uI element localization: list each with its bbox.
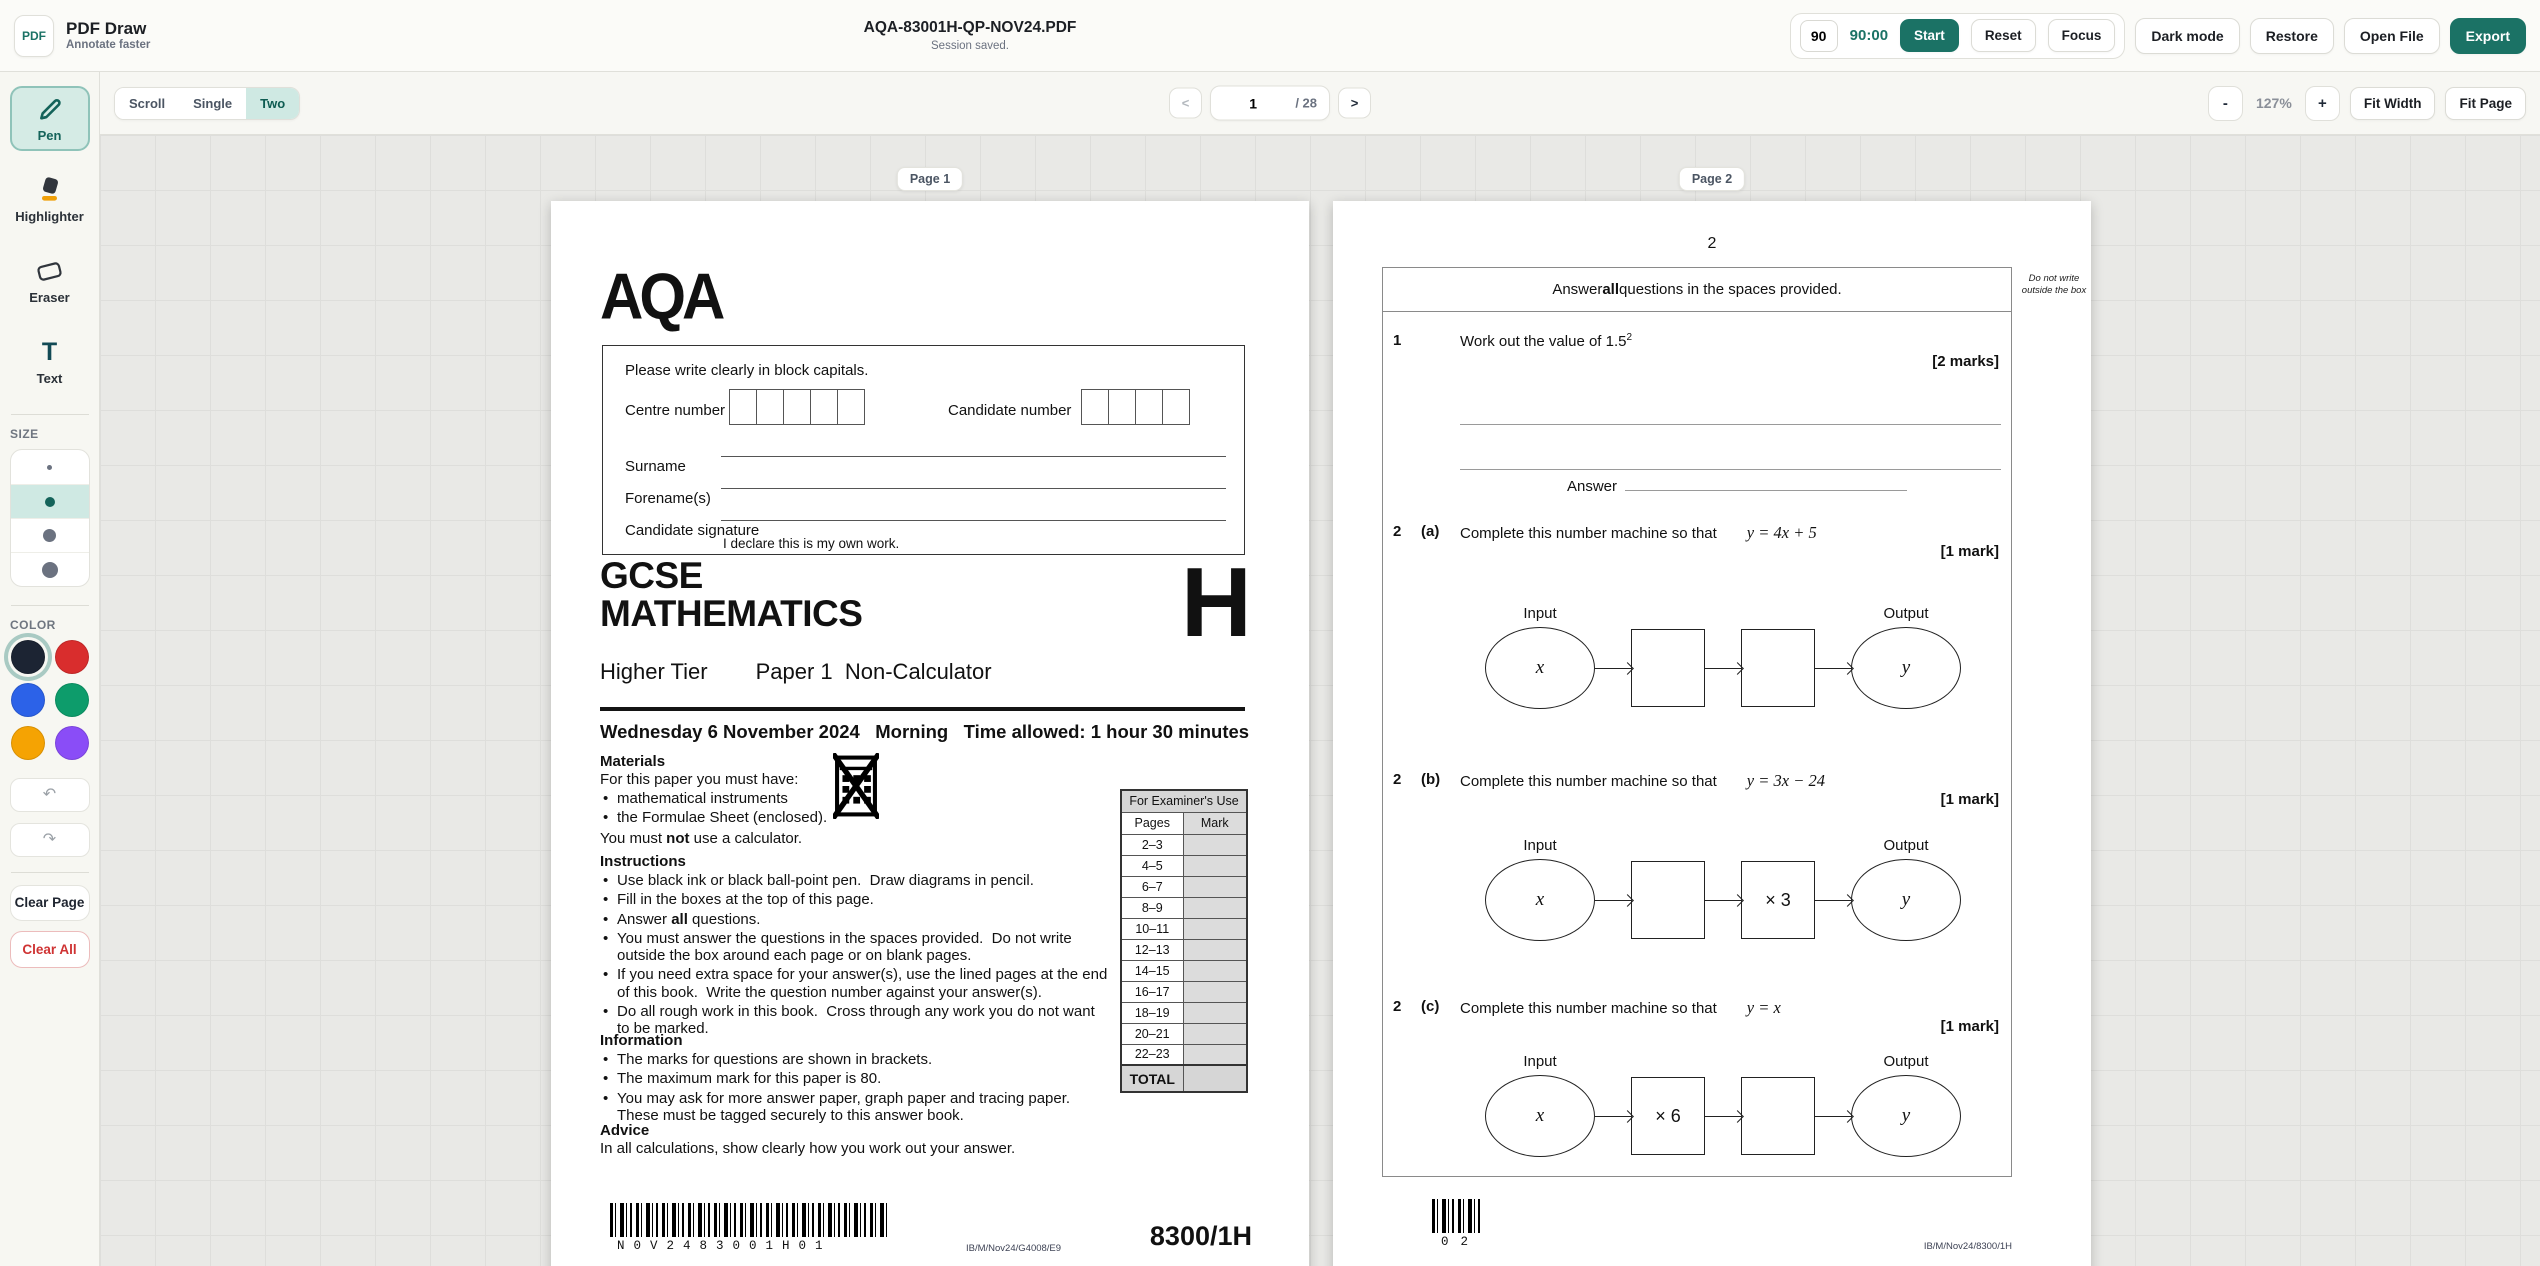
arrow-icon bbox=[1815, 668, 1851, 669]
advice-text: In all calculations, show clearly how you work out your answer. bbox=[600, 1140, 1016, 1157]
machine-output-label: Output bbox=[1883, 837, 1929, 854]
question-1-marks: [2 marks] bbox=[1932, 353, 1999, 370]
arrow-icon bbox=[1595, 900, 1631, 901]
timer-minutes-input[interactable] bbox=[1800, 20, 1838, 52]
fit-page-button[interactable]: Fit Page bbox=[2445, 87, 2526, 120]
session-status: Session saved. bbox=[931, 40, 1010, 52]
divider bbox=[11, 605, 89, 606]
declaration-text: I declare this is my own work. bbox=[723, 536, 900, 551]
table-row bbox=[1121, 1044, 1247, 1065]
start-button[interactable]: Start bbox=[1900, 19, 1959, 52]
machine-input-label: Input bbox=[1523, 605, 1557, 622]
mark-cell bbox=[1183, 834, 1247, 855]
answer-line bbox=[1460, 424, 2001, 425]
zoom-level: 127% bbox=[2255, 95, 2292, 111]
clear-page-button[interactable]: Clear Page bbox=[10, 885, 90, 921]
document-meta bbox=[150, 19, 1789, 52]
question-2a-marks: [1 mark] bbox=[1940, 543, 1999, 560]
table-row bbox=[1121, 834, 1247, 855]
tier-label: Higher Tier bbox=[600, 659, 708, 684]
tool-text[interactable] bbox=[10, 329, 90, 394]
block-capitals-note: Please write clearly in block capitals. bbox=[625, 362, 869, 379]
undo-button[interactable] bbox=[10, 778, 90, 812]
machine-input-ellipse: x bbox=[1485, 627, 1595, 709]
examiner-col-pages: Pages bbox=[1121, 812, 1183, 834]
color-swatch-black[interactable] bbox=[11, 640, 45, 674]
total-label: TOTAL bbox=[1121, 1065, 1183, 1092]
table-row bbox=[1121, 981, 1247, 1002]
view-mode-scroll[interactable]: Scroll bbox=[115, 88, 179, 119]
machine-box-1: × 6 bbox=[1631, 1077, 1705, 1155]
examiner-table-title: For Examiner's Use bbox=[1121, 790, 1247, 812]
aqa-logo: AQA bbox=[600, 260, 722, 333]
question-1-text: Work out the value of $1.5^2$ bbox=[1460, 332, 1633, 350]
barcode bbox=[1432, 1199, 1484, 1233]
tool-eraser[interactable] bbox=[10, 248, 90, 313]
pages-cell: 20–21 bbox=[1121, 1023, 1183, 1044]
machine-input-label: Input bbox=[1523, 1053, 1557, 1070]
size-options bbox=[10, 449, 90, 587]
forenames-label: Forename(s) bbox=[625, 490, 711, 507]
pdf-page-1[interactable] bbox=[551, 201, 1309, 1266]
size-option-4[interactable] bbox=[11, 552, 89, 586]
question-2c-number: 2 bbox=[1393, 998, 1402, 1015]
answer-row bbox=[1567, 477, 1907, 495]
arrow-icon bbox=[1595, 668, 1631, 669]
centre-number-cells bbox=[729, 389, 865, 425]
mark-cell bbox=[1183, 960, 1247, 981]
list-item: • You must answer the questions in the spaces provided. Do not write outside the box around each page or on blank pages. bbox=[600, 930, 1108, 965]
machine-input-label: Input bbox=[1523, 837, 1557, 854]
pages-cell: 16–17 bbox=[1121, 981, 1183, 1002]
materials-heading: Materials bbox=[600, 753, 666, 770]
surname-label: Surname bbox=[625, 458, 686, 475]
text-icon: T bbox=[41, 337, 58, 366]
question-2c-text: Complete this number machine so that y = x bbox=[1460, 998, 1781, 1017]
machine-box-1 bbox=[1631, 629, 1705, 707]
mark-cell bbox=[1183, 1023, 1247, 1044]
list-item: • If you need extra space for your answer(s), use the lined pages at the end of this book. Write the question number against your answer(s). bbox=[600, 966, 1108, 1001]
redo-icon: ↷ bbox=[42, 831, 57, 848]
document-canvas[interactable] bbox=[100, 135, 2540, 1266]
color-palette bbox=[11, 640, 89, 760]
pages-cell: 2–3 bbox=[1121, 834, 1183, 855]
machine-input-ellipse: x bbox=[1485, 1075, 1595, 1157]
size-section-label: SIZE bbox=[10, 427, 39, 441]
question-2b-marks: [1 mark] bbox=[1940, 791, 1999, 808]
question-2a-text: Complete this number machine so that y = 4x + 5 bbox=[1460, 523, 1817, 542]
mark-cell bbox=[1183, 981, 1247, 1002]
top-bar bbox=[0, 0, 2540, 72]
arrow-icon bbox=[1815, 900, 1851, 901]
entry-cell bbox=[1162, 389, 1190, 425]
zoom-out-button[interactable]: - bbox=[2208, 86, 2243, 121]
pages-cell: 8–9 bbox=[1121, 897, 1183, 918]
number-machine-b bbox=[1485, 837, 1961, 943]
answer-line bbox=[1460, 469, 2001, 470]
page-number-input[interactable] bbox=[1211, 94, 1295, 112]
pages-cell: 14–15 bbox=[1121, 960, 1183, 981]
question-2b-part: (b) bbox=[1421, 771, 1441, 788]
view-mode-single[interactable]: Single bbox=[179, 88, 246, 119]
mark-cell bbox=[1183, 876, 1247, 897]
question-area-box bbox=[1382, 267, 2012, 1177]
machine-box-1 bbox=[1631, 861, 1705, 939]
size-option-2[interactable] bbox=[11, 484, 89, 518]
formula: y = 3x − 24 bbox=[1746, 771, 1825, 790]
reference-code: IB/M/Nov24/8300/1H bbox=[1923, 1241, 2012, 1252]
size-option-1[interactable] bbox=[11, 450, 89, 484]
prev-page-button[interactable]: < bbox=[1169, 88, 1202, 119]
timer-display: 90:00 bbox=[1849, 27, 1889, 44]
barcode-text: 02 bbox=[1441, 1235, 1481, 1249]
view-mode-two[interactable]: Two bbox=[246, 88, 299, 119]
list-item: • Answer all questions. bbox=[600, 911, 1108, 928]
open-file-button[interactable]: Open File bbox=[2344, 18, 2440, 54]
tool-highlighter[interactable] bbox=[10, 167, 90, 232]
reset-button[interactable]: Reset bbox=[1971, 19, 2036, 52]
table-row bbox=[1121, 1002, 1247, 1023]
subject-title: MATHEMATICS bbox=[600, 593, 863, 634]
page-2-badge: Page 2 bbox=[1679, 167, 1745, 191]
superscript: 2 bbox=[1626, 332, 1633, 343]
question-2c-part: (c) bbox=[1421, 998, 1440, 1015]
page-number: 2 bbox=[1707, 235, 1717, 252]
margin-note: Do not write outside the box bbox=[2021, 273, 2087, 296]
pen-icon bbox=[37, 94, 63, 124]
fit-width-button[interactable]: Fit Width bbox=[2350, 87, 2436, 120]
mark-cell bbox=[1183, 897, 1247, 918]
entry-cell bbox=[756, 389, 784, 425]
arrow-icon bbox=[1595, 1116, 1631, 1117]
page-total: / 28 bbox=[1295, 95, 1317, 111]
size-option-3[interactable] bbox=[11, 518, 89, 552]
materials-list bbox=[600, 790, 1000, 829]
clear-all-button[interactable]: Clear All bbox=[10, 931, 90, 968]
list-item: • Fill in the boxes at the top of this page. bbox=[600, 891, 1108, 908]
arrow-icon bbox=[1705, 1116, 1741, 1117]
no-calculator-icon bbox=[833, 753, 879, 823]
brand bbox=[14, 15, 150, 57]
app-tagline: Annotate faster bbox=[66, 38, 151, 51]
surname-line bbox=[721, 456, 1226, 457]
paper-code: 8300/1H bbox=[1149, 1221, 1252, 1251]
size-dot bbox=[42, 562, 58, 578]
list-item: • mathematical instruments bbox=[600, 790, 1000, 807]
export-button[interactable]: Export bbox=[2450, 18, 2526, 54]
pages-cell: 6–7 bbox=[1121, 876, 1183, 897]
color-swatch-purple[interactable] bbox=[55, 726, 89, 760]
mark-cell bbox=[1183, 918, 1247, 939]
answer-all-header: Answer all questions in the spaces provided. bbox=[1383, 268, 2011, 312]
view-mode-switcher bbox=[114, 87, 300, 120]
arrow-icon bbox=[1815, 1116, 1851, 1117]
reference-code: IB/M/Nov24/G4008/E9 bbox=[966, 1243, 1062, 1254]
entry-cell bbox=[1081, 389, 1109, 425]
pdf-page-2[interactable] bbox=[1333, 201, 2091, 1266]
pages-cell: 18–19 bbox=[1121, 1002, 1183, 1023]
app-logo-icon bbox=[14, 15, 54, 57]
divider-rule bbox=[600, 707, 1245, 711]
dark-mode-button[interactable]: Dark mode bbox=[2135, 18, 2239, 54]
entry-cell bbox=[1135, 389, 1163, 425]
size-dot bbox=[45, 497, 55, 507]
list-item: • The maximum mark for this paper is 80. bbox=[600, 1070, 1108, 1087]
instructions-heading: Instructions bbox=[600, 853, 686, 870]
qualification-title: GCSE bbox=[600, 555, 703, 596]
highlighter-icon bbox=[35, 175, 65, 205]
color-swatch-green[interactable] bbox=[55, 683, 89, 717]
pages-cell: 10–11 bbox=[1121, 918, 1183, 939]
pages-cell: 22–23 bbox=[1121, 1044, 1183, 1065]
barcode bbox=[610, 1203, 890, 1237]
materials-intro: For this paper you must have: bbox=[600, 771, 799, 788]
list-item: • The marks for questions are shown in brackets. bbox=[600, 1051, 1108, 1068]
machine-box-2 bbox=[1741, 629, 1815, 707]
machine-box-2: × 3 bbox=[1741, 861, 1815, 939]
divider bbox=[11, 872, 89, 873]
logo-text: PDF bbox=[22, 28, 46, 43]
tier-badge: H bbox=[1181, 547, 1252, 657]
machine-output-label: Output bbox=[1883, 1053, 1929, 1070]
candidate-details-box bbox=[602, 345, 1245, 555]
calculator-note: You must not use a calculator. bbox=[600, 830, 803, 847]
eraser-icon bbox=[35, 256, 65, 286]
timer-group bbox=[1790, 13, 2126, 59]
tool-pen[interactable] bbox=[10, 86, 90, 151]
next-page-button[interactable]: > bbox=[1338, 88, 1371, 119]
tool-label: Text bbox=[36, 371, 63, 386]
table-row bbox=[1121, 960, 1247, 981]
arrow-icon bbox=[1705, 900, 1741, 901]
table-row bbox=[1121, 876, 1247, 897]
examiner-col-mark: Mark bbox=[1183, 812, 1247, 834]
mark-cell bbox=[1183, 855, 1247, 876]
header-controls bbox=[1790, 13, 2526, 59]
question-2a-part: (a) bbox=[1421, 523, 1440, 540]
divider bbox=[11, 414, 89, 415]
examiner-use-table bbox=[1120, 789, 1248, 1093]
barcode-text: N0V2483001H01 bbox=[617, 1239, 832, 1253]
page-number-box bbox=[1210, 86, 1330, 121]
machine-output-ellipse: y bbox=[1851, 1075, 1961, 1157]
table-row bbox=[1121, 897, 1247, 918]
question-2b-number: 2 bbox=[1393, 771, 1402, 788]
list-item: • You may ask for more answer paper, graph paper and tracing paper. These must be tagged securely to this answer book. bbox=[600, 1090, 1108, 1125]
mark-cell bbox=[1183, 1044, 1247, 1065]
forenames-line bbox=[721, 488, 1226, 489]
paper-label: Paper 1 Non-Calculator bbox=[755, 659, 992, 684]
advice-heading: Advice bbox=[600, 1122, 650, 1139]
color-section-label: COLOR bbox=[10, 618, 56, 632]
instructions-list bbox=[600, 872, 1112, 1039]
list-item: • Do all rough work in this book. Cross through any work you do not want to be marked. bbox=[600, 1003, 1108, 1038]
machine-input-ellipse: x bbox=[1485, 859, 1595, 941]
tool-label: Eraser bbox=[29, 290, 70, 305]
question-2c-marks: [1 mark] bbox=[1940, 1018, 1999, 1035]
entry-cell bbox=[729, 389, 757, 425]
information-heading: Information bbox=[600, 1032, 683, 1049]
table-row bbox=[1121, 918, 1247, 939]
machine-output-ellipse: y bbox=[1851, 627, 1961, 709]
question-2b-text: Complete this number machine so that y = 3x − 24 bbox=[1460, 771, 1825, 790]
document-title: AQA-83001H-QP-NOV24.PDF bbox=[863, 19, 1077, 36]
list-item: • Use black ink or black ball-point pen. Draw diagrams in pencil. bbox=[600, 872, 1108, 889]
zoom-controls bbox=[2208, 86, 2526, 121]
centre-number-label: Centre number bbox=[625, 402, 726, 419]
pages-cell: 12–13 bbox=[1121, 939, 1183, 960]
entry-cell bbox=[783, 389, 811, 425]
candidate-number-cells bbox=[1081, 389, 1190, 425]
undo-icon: ↶ bbox=[42, 786, 57, 803]
tool-sidebar bbox=[0, 72, 100, 1266]
mark-cell bbox=[1183, 1002, 1247, 1023]
tool-label: Highlighter bbox=[15, 209, 84, 224]
entry-cell bbox=[837, 389, 865, 425]
mark-cell bbox=[1183, 939, 1247, 960]
entry-cell bbox=[810, 389, 838, 425]
size-dot bbox=[43, 529, 56, 542]
exam-session-line: Wednesday 6 November 2024 Morning Time allowed: 1 hour 30 minutes bbox=[600, 721, 1250, 742]
redo-button[interactable] bbox=[10, 823, 90, 857]
number-machine-a bbox=[1485, 605, 1961, 711]
question-2a-number: 2 bbox=[1393, 523, 1402, 540]
pages-cell: 4–5 bbox=[1121, 855, 1183, 876]
signature-label: Candidate signature bbox=[625, 522, 760, 539]
page-1-badge: Page 1 bbox=[897, 167, 963, 191]
app-name: PDF Draw bbox=[66, 19, 147, 39]
total-mark-cell bbox=[1183, 1065, 1247, 1092]
answer-blank bbox=[1625, 477, 1907, 491]
number-machine-c bbox=[1485, 1053, 1961, 1159]
zoom-in-button[interactable]: + bbox=[2305, 86, 2340, 121]
candidate-number-label: Candidate number bbox=[948, 402, 1072, 419]
table-row bbox=[1121, 855, 1247, 876]
formula: y = x bbox=[1746, 998, 1781, 1017]
color-swatch-orange[interactable] bbox=[11, 726, 45, 760]
question-1-number: 1 bbox=[1393, 332, 1402, 349]
machine-output-label: Output bbox=[1883, 605, 1929, 622]
color-swatch-blue[interactable] bbox=[11, 683, 45, 717]
arrow-icon bbox=[1705, 668, 1741, 669]
formula: y = 4x + 5 bbox=[1746, 523, 1817, 542]
list-item: • the Formulae Sheet (enclosed). bbox=[600, 809, 1000, 826]
tool-label: Pen bbox=[37, 128, 62, 143]
restore-button[interactable]: Restore bbox=[2250, 18, 2334, 54]
size-dot bbox=[47, 465, 52, 470]
machine-box-2 bbox=[1741, 1077, 1815, 1155]
table-row bbox=[1121, 1023, 1247, 1044]
entry-cell bbox=[1108, 389, 1136, 425]
view-toolbar bbox=[100, 72, 2540, 135]
answer-label: Answer bbox=[1567, 478, 1618, 495]
page-navigation bbox=[1169, 86, 1371, 121]
focus-button[interactable]: Focus bbox=[2048, 19, 2116, 52]
machine-output-ellipse: y bbox=[1851, 859, 1961, 941]
color-swatch-red[interactable] bbox=[55, 640, 89, 674]
table-row bbox=[1121, 939, 1247, 960]
signature-line bbox=[721, 520, 1226, 521]
tier-line bbox=[600, 659, 992, 685]
information-list bbox=[600, 1051, 1108, 1126]
examiner-table-rows bbox=[1121, 834, 1247, 1065]
